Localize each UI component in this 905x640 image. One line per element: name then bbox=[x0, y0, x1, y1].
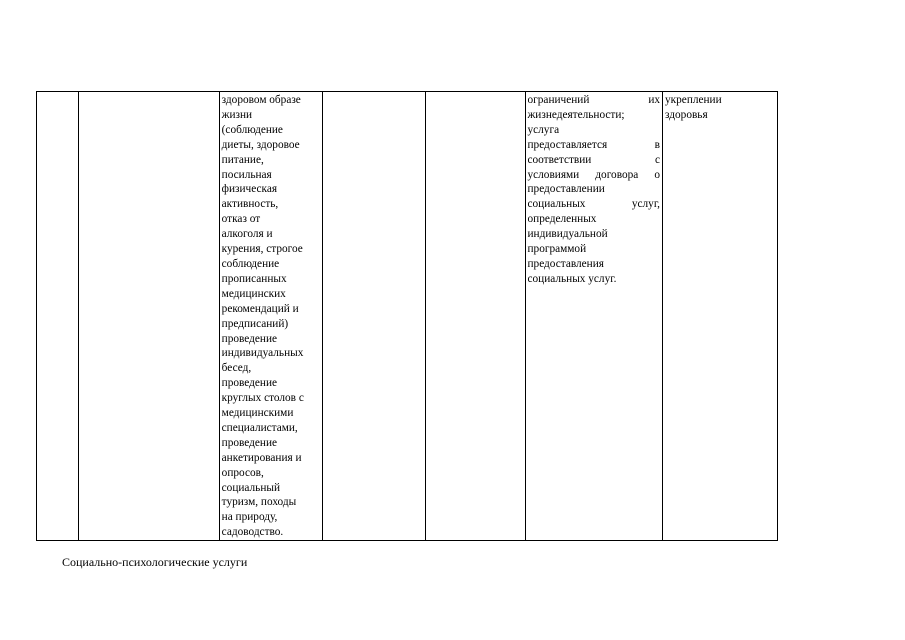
text-line: соответствии с bbox=[527, 153, 661, 166]
text-line: туризм, походы bbox=[221, 496, 297, 509]
text-line: садоводство. bbox=[221, 526, 284, 539]
text-line: отказ от bbox=[221, 213, 261, 226]
text-line: предписаний) bbox=[221, 317, 289, 330]
text-line: социальный bbox=[221, 481, 281, 494]
text-line: предоставления bbox=[527, 257, 604, 270]
text-line: проведение bbox=[221, 332, 278, 345]
text-line: программой bbox=[527, 243, 587, 256]
text-line: курения, строгое bbox=[221, 243, 303, 256]
text-line: предоставлении bbox=[527, 183, 605, 196]
text-line: анкетирования и bbox=[221, 451, 302, 464]
text-line: предоставляется в bbox=[527, 138, 661, 151]
text-line: соблюдение bbox=[221, 257, 280, 270]
text-line: питание, bbox=[221, 153, 264, 166]
text-line: социальных услуг. bbox=[527, 272, 617, 285]
text-line: алкоголя и bbox=[221, 228, 273, 241]
service-conditions-text bbox=[528, 93, 661, 287]
service-goal-text bbox=[665, 93, 775, 123]
text-line: индивидуальных bbox=[221, 347, 304, 360]
text-line: (соблюдение bbox=[221, 123, 283, 136]
service-description-text bbox=[222, 93, 321, 540]
table-row bbox=[37, 92, 778, 541]
text-line: специалистами, bbox=[221, 421, 298, 434]
cell-service-name bbox=[79, 92, 220, 541]
text-line: укреплении bbox=[665, 94, 722, 106]
cell-service-description bbox=[219, 92, 323, 541]
text-line: социальных услуг, bbox=[527, 198, 661, 211]
text-line: медицинских bbox=[221, 287, 286, 300]
text-line: бесед, bbox=[221, 362, 252, 375]
text-line: ограничений их bbox=[527, 94, 661, 106]
text-line: индивидуальной bbox=[527, 228, 608, 241]
text-line: жизнедеятельности; bbox=[527, 108, 625, 121]
text-line: здоровья bbox=[665, 108, 708, 121]
cell-number bbox=[37, 92, 79, 541]
text-line: на природу, bbox=[221, 511, 278, 524]
text-line: определенных bbox=[527, 213, 597, 226]
cell-service-conditions bbox=[525, 92, 663, 541]
cell-empty-5 bbox=[425, 92, 525, 541]
cell-empty-4 bbox=[323, 92, 426, 541]
text-line: физическая bbox=[221, 183, 278, 196]
text-line: услуга bbox=[527, 123, 560, 136]
text-line: посильная bbox=[221, 168, 272, 181]
services-table bbox=[36, 91, 778, 541]
text-line: рекомендаций и bbox=[221, 302, 299, 315]
text-line: круглых столов с bbox=[221, 392, 304, 405]
text-line: диеты, здоровое bbox=[221, 138, 300, 151]
text-line: опросов, bbox=[221, 466, 264, 479]
text-line: жизни bbox=[221, 108, 253, 121]
text-line: проведение bbox=[221, 377, 278, 390]
section-title: Социально-психологические услуги bbox=[62, 555, 248, 569]
cell-service-goal bbox=[663, 92, 778, 541]
text-line: прописанных bbox=[221, 272, 287, 285]
text-line: проведение bbox=[221, 436, 278, 449]
text-line: условиями договора о bbox=[527, 168, 661, 181]
text-line: здоровом образе bbox=[221, 94, 301, 106]
text-line: медицинскими bbox=[221, 407, 294, 420]
text-line: активность, bbox=[221, 198, 279, 211]
